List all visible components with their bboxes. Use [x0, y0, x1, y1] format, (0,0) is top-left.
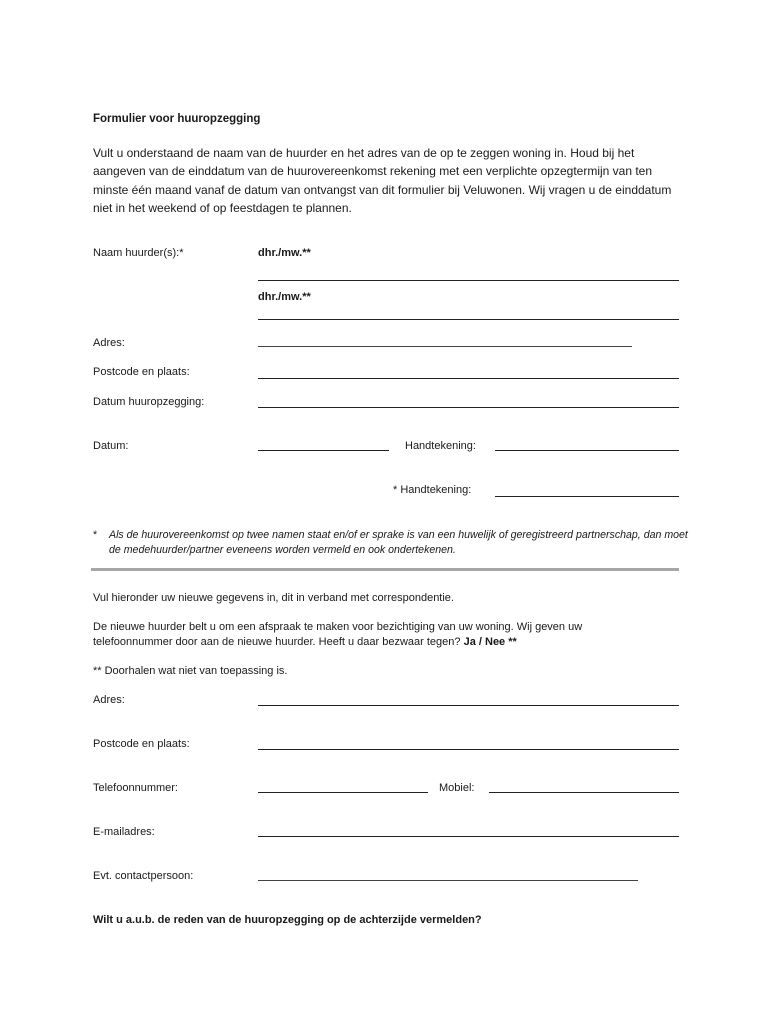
contactpersoon-field[interactable] [258, 880, 638, 881]
aanhef-2: dhr./mw.** [258, 291, 311, 303]
reason-question: Wilt u a.u.b. de reden van de huuropzegging op de achterzijde vermelden? [93, 914, 482, 926]
naam-huurder-2-field[interactable] [258, 319, 679, 320]
mobiel-field[interactable] [489, 792, 679, 793]
phone-consent-paragraph [93, 620, 653, 649]
datum-huuropzegging-field[interactable] [258, 407, 679, 408]
postcode-field[interactable] [258, 378, 679, 379]
naam-huurder-label: Naam huurder(s):* [93, 247, 184, 259]
handtekening-2-label: * Handtekening: [393, 484, 472, 496]
new-postcode-label: Postcode en plaats: [93, 738, 190, 750]
intro-paragraph: Vult u onderstaand de naam van de huurder en het adres van de op te zeggen woning in. Houd bij het aangeven van de einddatum van de huurovereenkomst rekening met een verplichte opzegtermijn van ten minste één maand vanaf de datum van ontvangst van dit formulier bij Veluwonen. Wij vragen u de einddatum niet in het weekend of op feestdagen te plannen. [93, 146, 672, 215]
new-postcode-field[interactable] [258, 749, 679, 750]
ja-nee-choice[interactable]: Ja / Nee ** [463, 635, 517, 648]
adres-field[interactable] [258, 346, 632, 347]
aanhef-1: dhr./mw.** [258, 247, 311, 259]
new-adres-label: Adres: [93, 694, 125, 706]
section2-intro: Vul hieronder uw nieuwe gegevens in, dit in verband met correspondentie. [93, 592, 454, 604]
new-adres-field[interactable] [258, 705, 679, 706]
phone-consent-text: De nieuwe huurder belt u om een afspraak te maken voor bezichtiging van uw woning. Wij geven uw telefoonnummer door aan de nieuwe huurder. Heeft u daar bezwaar tegen? [93, 621, 583, 648]
footnote-star: * [93, 529, 98, 541]
contactpersoon-label: Evt. contactpersoon: [93, 870, 194, 882]
handtekening-field[interactable] [495, 450, 679, 451]
handtekening-2-field[interactable] [495, 496, 679, 497]
adres-label: Adres: [93, 337, 125, 349]
mobiel-label: Mobiel: [439, 782, 475, 794]
postcode-label: Postcode en plaats: [93, 366, 190, 378]
handtekening-label: Handtekening: [405, 440, 476, 452]
footnote [93, 528, 693, 557]
email-field[interactable] [258, 836, 679, 837]
form-title: Formulier voor huuropzegging [93, 113, 261, 125]
doorhalen-note: ** Doorhalen wat niet van toepassing is. [93, 665, 288, 677]
telefoon-label: Telefoonnummer: [93, 782, 178, 794]
telefoon-field[interactable] [258, 792, 428, 793]
datum-label: Datum: [93, 440, 129, 452]
naam-huurder-1-field[interactable] [258, 280, 679, 281]
email-label: E-mailadres: [93, 826, 155, 838]
section-divider [91, 568, 679, 571]
datum-field[interactable] [258, 450, 389, 451]
footnote-text: Als de huurovereenkomst op twee namen staat en/of er sprake is van een huwelijk of geregistreerd partnerschap, dan moet de medehuurder/partner eveneens worden vermeld en ook ondertekenen. [109, 529, 688, 556]
datum-huuropzegging-label: Datum huuropzegging: [93, 396, 205, 408]
